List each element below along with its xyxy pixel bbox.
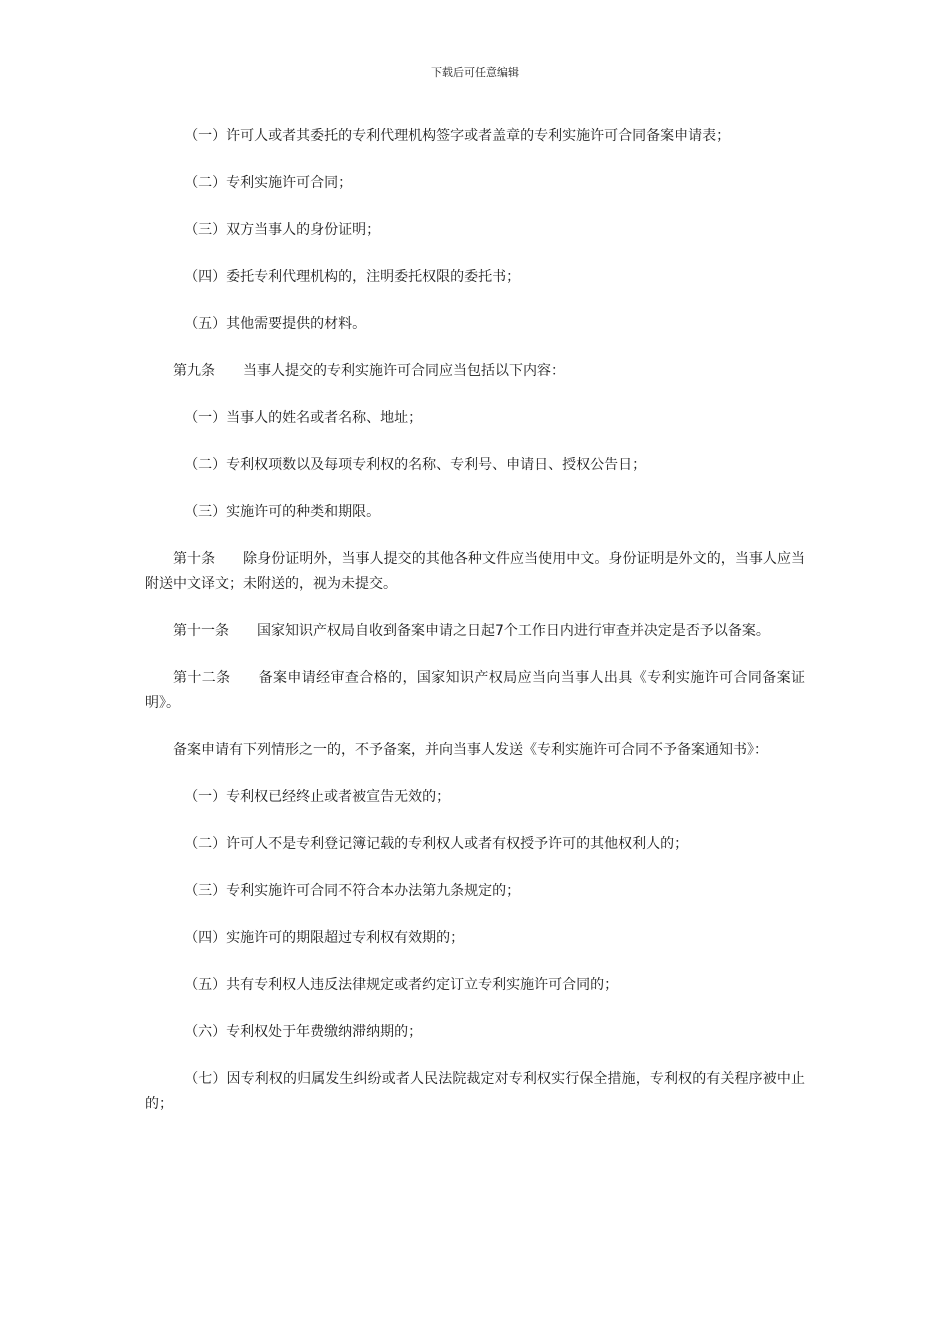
paragraph-text: （四）委托专利代理机构的，注明委托权限的委托书； bbox=[184, 269, 521, 285]
paragraph-text: （五）其他需要提供的材料。 bbox=[184, 316, 367, 332]
list-item bbox=[145, 1067, 805, 1117]
list-item bbox=[145, 406, 805, 431]
paragraph-text: 国家知识产权局自收到备案申请之日起7个工作日内进行审查并决定是否予以备案。 bbox=[257, 623, 770, 639]
paragraph-text: （一）当事人的姓名或者名称、地址； bbox=[184, 410, 423, 426]
body-paragraph bbox=[145, 738, 805, 763]
paragraph-text: （四）实施许可的期限超过专利权有效期的； bbox=[184, 930, 465, 946]
list-item bbox=[145, 265, 805, 290]
list-item bbox=[145, 785, 805, 810]
article-paragraph bbox=[145, 547, 805, 597]
article-paragraph bbox=[145, 359, 805, 384]
article-paragraph bbox=[145, 666, 805, 716]
document-body bbox=[145, 124, 805, 1139]
paragraph-text: 备案申请经审查合格的，国家知识产权局应当向当事人出具《专利实施许可合同备案证明》。 bbox=[145, 670, 805, 711]
article-number: 第九条 bbox=[173, 363, 215, 379]
paragraph-text: （一）许可人或者其委托的专利代理机构签字或者盖章的专利实施许可合同备案申请表； bbox=[184, 128, 731, 144]
list-item bbox=[145, 500, 805, 525]
paragraph-text: （三）专利实施许可合同不符合本办法第九条规定的； bbox=[184, 883, 521, 899]
list-item bbox=[145, 312, 805, 337]
paragraph-text: （五）共有专利权人违反法律规定或者约定订立专利实施许可合同的； bbox=[184, 977, 619, 993]
paragraph-text: （七）因专利权的归属发生纠纷或者人民法院裁定对专利权实行保全措施，专利权的有关程序被中止的； bbox=[145, 1071, 805, 1112]
page-header: 下载后可任意编辑 bbox=[431, 66, 519, 79]
list-item bbox=[145, 832, 805, 857]
list-item bbox=[145, 1020, 805, 1045]
list-item bbox=[145, 218, 805, 243]
paragraph-text: 备案申请有下列情形之一的，不予备案，并向当事人发送《专利实施许可合同不予备案通知书》： bbox=[173, 742, 768, 758]
article-number: 第十条 bbox=[173, 551, 216, 567]
list-item bbox=[145, 973, 805, 998]
article-paragraph bbox=[145, 619, 805, 644]
paragraph-text: （二）专利实施许可合同； bbox=[184, 175, 353, 191]
list-item bbox=[145, 453, 805, 478]
article-number: 第十二条 bbox=[173, 670, 231, 686]
list-item bbox=[145, 879, 805, 904]
paragraph-text: 除身份证明外，当事人提交的其他各种文件应当使用中文。身份证明是外文的，当事人应当附送中文译文；未附送的，视为未提交。 bbox=[145, 551, 806, 592]
paragraph-text: （二）许可人不是专利登记簿记载的专利权人或者有权授予许可的其他权利人的； bbox=[184, 836, 689, 852]
list-item bbox=[145, 124, 805, 149]
paragraph-text: （二）专利权项数以及每项专利权的名称、专利号、申请日、授权公告日； bbox=[184, 457, 647, 473]
paragraph-text: （三）双方当事人的身份证明； bbox=[184, 222, 381, 238]
paragraph-text: （一）专利权已经终止或者被宣告无效的； bbox=[184, 789, 451, 805]
list-item bbox=[145, 926, 805, 951]
list-item bbox=[145, 171, 805, 196]
paragraph-text: （六）专利权处于年费缴纳滞纳期的； bbox=[184, 1024, 423, 1040]
article-number: 第十一条 bbox=[173, 623, 229, 639]
paragraph-text: （三）实施许可的种类和期限。 bbox=[184, 504, 381, 520]
paragraph-text: 当事人提交的专利实施许可合同应当包括以下内容： bbox=[243, 363, 565, 379]
